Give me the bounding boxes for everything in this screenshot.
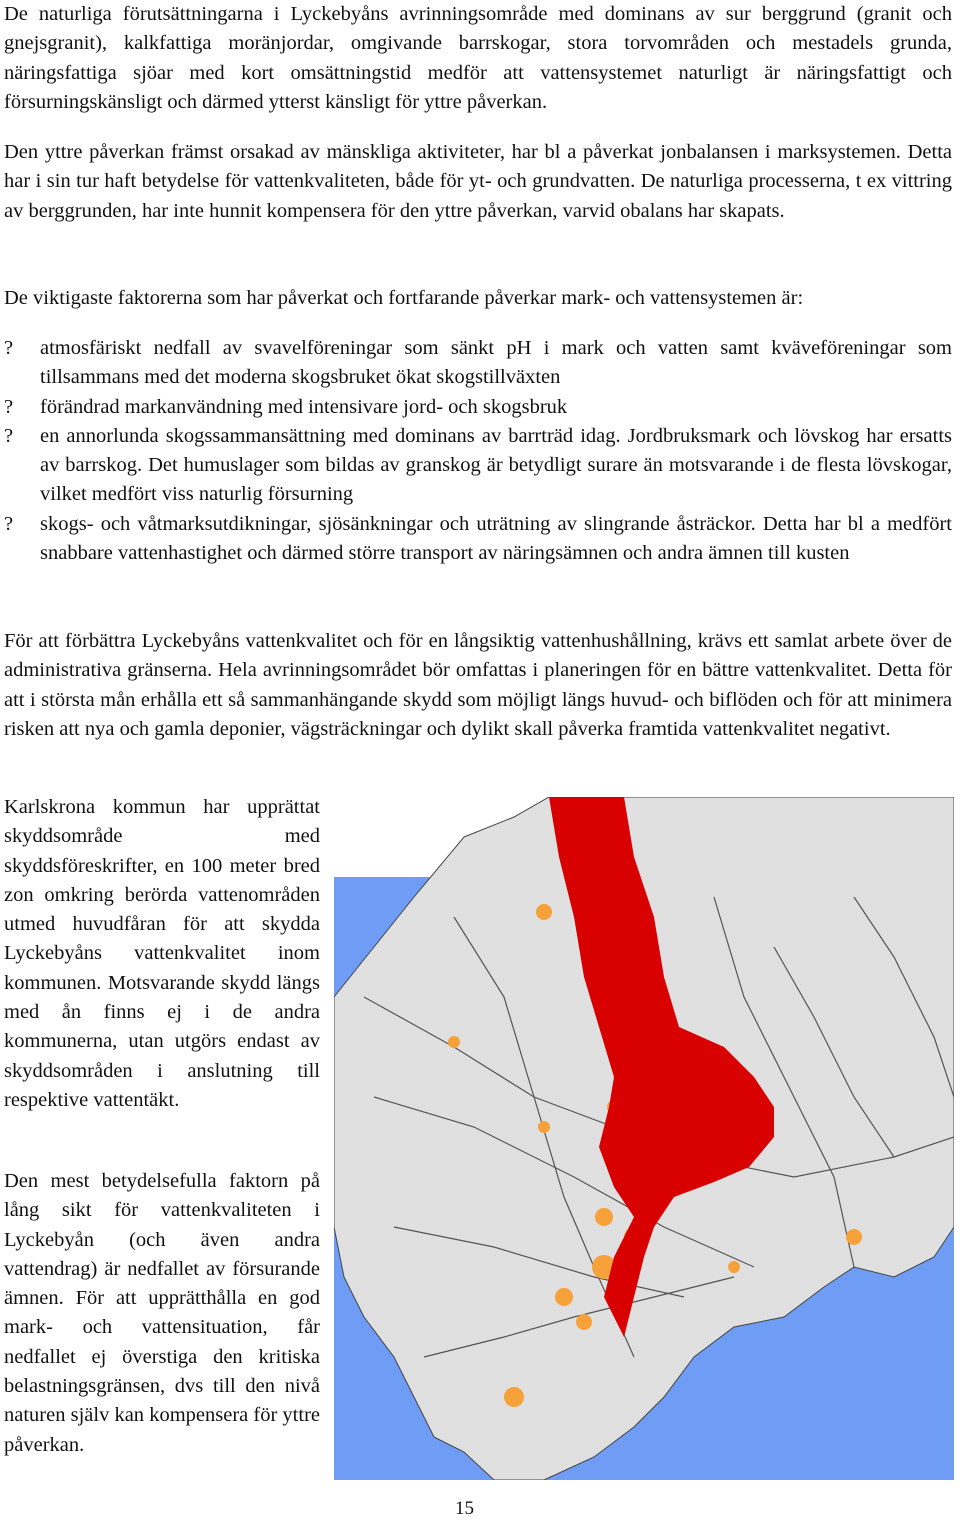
paragraph-external-impact: Den yttre påverkan främst orsakad av mänskliga aktiviteter, har bl a påverkat jonbalansen i marksystemen. Detta har i sin tur haft betydelse för vattenkvaliteten, både för yt- och grundvatten. De naturliga processerna, t ex vittring av berggrunden, har inte hunnit kompensera för den yttre påverkan, varvid obalans har skapats. [4,141,952,222]
list-item: ? en annorlunda skogssammansättning med dominans av barrträd idag. Jordbruksmark och lövskog har ersatts av barrskog. Det humuslager som bildas av granskog är betydligt surare än motsvarande i de flesta lövskogar, vilket medfört viss naturlig försurning [4,422,952,510]
bullet-marker: ? [4,337,14,359]
factors-list [4,334,952,568]
side-text-protection: Karlskrona kommun har upprättat skyddsområde med skyddsföreskrifter, en 100 meter bred zon omkring berörda vattenområden utmed huvudfåran för att skydda Lyckebyåns vattenkvalitet inom kommunen. Motsvarande skydd längs med ån finns ej i de andra kommunerna, utan utgörs endast av skyddsområden i anslutning till respektive vattentäkt. [4,796,320,1111]
paragraph-factors-intro: De viktigaste faktorerna som har påverkat och fortfarande påverkar mark- och vattensystemen är: [4,287,804,309]
bullet-marker: ? [4,512,14,535]
paragraph-improvement: För att förbättra Lyckebyåns vattenkvalitet och för en långsiktig vattenhushållning, krävs ett samlat arbete över de administrativa gränserna. Hela avrinningsområdet bör omfattas i planeringen för en bättre vattenkvalitet. Detta för att i största mån erhålla ett så sammanhängande skydd som möjligt längs huvud- och biflöden och för att minimera risken att nya och gamla deponier, vägsträckningar och dylikt skall påverka framtida vattenkvalitet negativt. [4,630,952,740]
bullet-marker: ? [4,395,14,418]
catchment-map [334,797,954,1480]
list-item: ? skogs- och våtmarksutdikningar, sjösänkningar och uträtning av slingrande åsträckor. Detta har bl a medfört snabbare vattenhastighet och därmed större transport av näringsämnen och andra ämnen till kusten [4,510,952,569]
page-number: 15 [455,1498,474,1519]
bullet-marker: ? [4,424,14,447]
list-item: ? atmosfäriskt nedfall av svavelföreningar som sänkt pH i mark och vatten samt kväveföreningar som tillsammans med det moderna skogsbruket ökat skogstillväxten [4,334,952,393]
list-item: ? förändrad markanvändning med intensivare jord- och skogsbruk [4,393,952,422]
side-text-acidification: Den mest betydelsefulla faktorn på lång sikt för vattenkvaliteten i Lyckebyån (och även andra vattendrag) är nedfallet av försurande ämnen. För att upprätthålla en god mark- och vattensituation, får nedfallet ej överstiga den kritiska belastningsgränsen, dvs till den nivå naturen själv kan kompensera för yttre påverkan. [4,1170,320,1456]
paragraph-natural-conditions: De naturliga förutsättningarna i Lyckebyåns avrinningsområde med dominans av sur berggrund (granit och gnejsgranit), kalkfattiga moränjordar, omgivande barrskogar, stora torvområden och mestadels grunda, näringsfattiga sjöar med kort omsättningstid medför att vattensystemet naturligt är näringsfattigt och försurningskänsligt och därmed ytterst känsligt för yttre påverkan. [4,3,952,113]
